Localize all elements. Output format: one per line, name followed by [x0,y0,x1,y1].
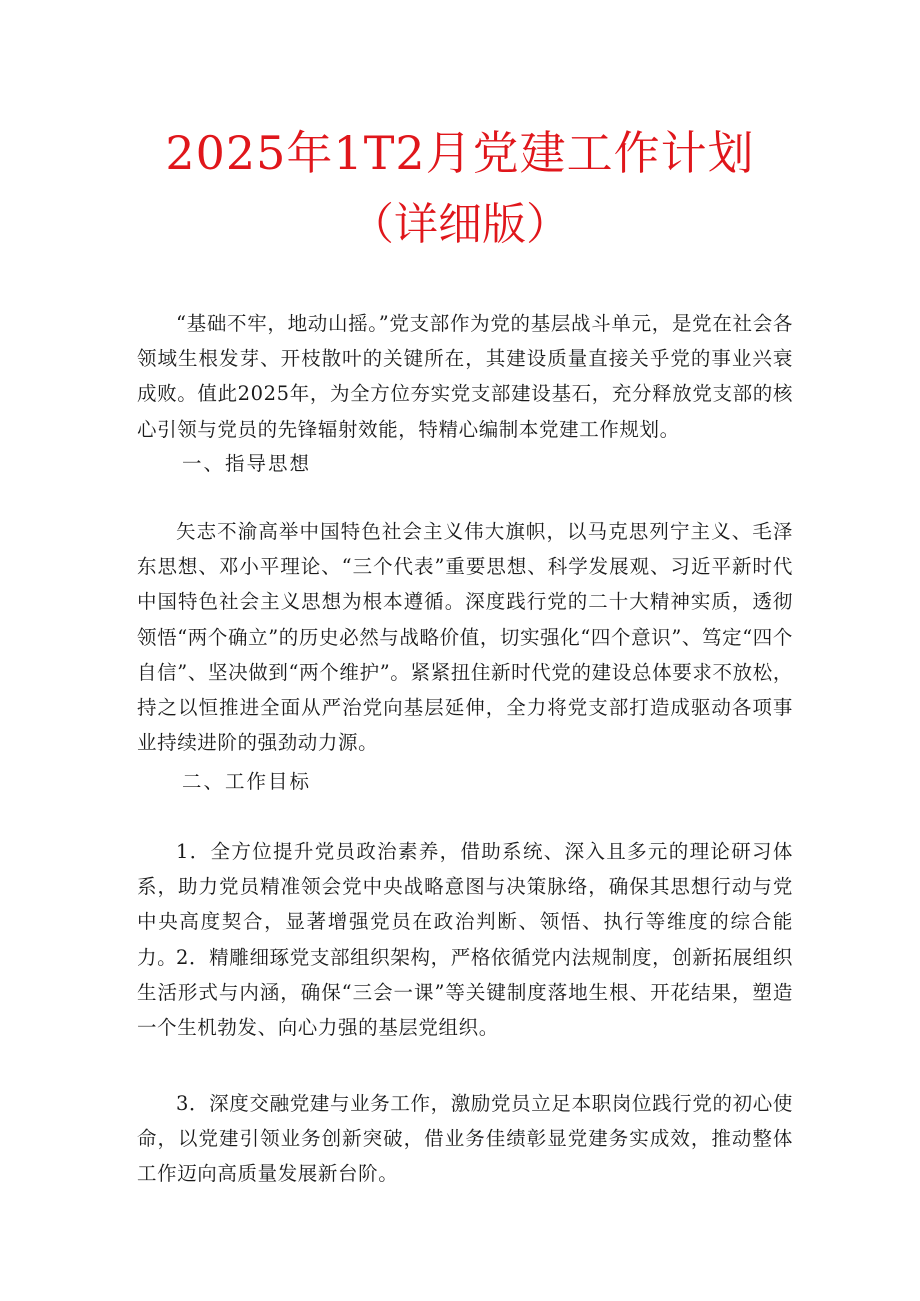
intro-text: “基础不牢，地动山摇。”党支部作为党的基层战斗单元，是党在社会各领域生根发芽、开枝散叶的关键所在，其建设质量直接关乎党的事业兴衰成败。值此2025年，为全方位夯实党支部建设基石，充分释放党支部的核心引领与党员的先锋辐射效能，特精心编制本党建工作规划。 [137,312,793,441]
document-subtitle: （详细版） [350,199,570,250]
goal-2-text: 2．精雕细琢党支部组织架构，严格依循党内法规制度，创新拓展组织生活形式与内涵，确保“三会一课”等关键制度落地生根、开花结果，塑造一个生机勃发、向心力强的基层党组织。 [137,946,793,1040]
guiding-ideology-text: 矢志不渝高举中国特色社会主义伟大旗帜，以马克思列宁主义、毛泽东思想、邓小平理论、“三个代表”重要思想、科学发展观、习近平新时代中国特色社会主义思想为根本遵循。深度践行党的二十大精神实质，透彻领悟“两个确立”的历史必然与战略价值，切实强化“四个意识”、笃定“四个自信”、坚决做到“两个维护”。紧紧扭住新时代党的建设总体要求不放松，持之以恒推进全面从严治党向基层延伸，全力将党支部打造成驱动各项事业持续进阶的强劲动力源。 [137,520,793,755]
intro-paragraph [137,306,793,447]
section-heading-work-goals: 二、工作目标 [182,770,312,793]
guiding-ideology-paragraph [137,514,793,760]
goal-2-paragraph [137,940,793,1046]
goal-3-paragraph [137,1086,793,1192]
document-title: 2025年1T2月党建工作计划 [165,126,755,180]
document-title-block [0,118,920,260]
goal-3-text: 3．深度交融党建与业务工作，激励党员立足本职岗位践行党的初心使命，以党建引领业务创新突破，借业务佳绩彰显党建务实成效，推动整体工作迈向高质量发展新台阶。 [137,1092,793,1186]
section-heading-guiding-ideology: 一、指导思想 [182,452,312,475]
goal-1-text: 1．全方位提升党员政治素养，借助系统、深入且多元的理论研习体系，助力党员精准领会党中央战略意图与决策脉络，确保其思想行动与党中央高度契合，显著增强党员在政治判断、领悟、执行等维度的综合能力。 [137,840,793,969]
